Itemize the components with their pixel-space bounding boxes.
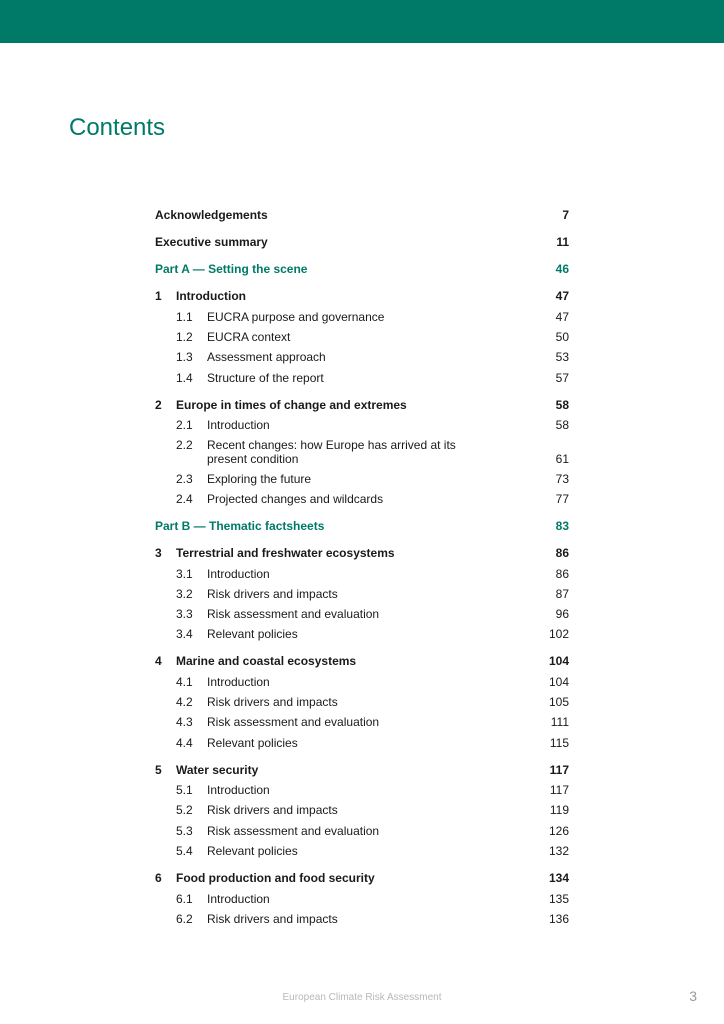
toc-entry[interactable]	[155, 567, 569, 581]
toc-entry-page: 96	[555, 607, 569, 621]
header-bar	[0, 0, 724, 43]
toc-entry-number: 1.2	[176, 330, 193, 344]
toc-entry-title: Recent changes: how Europe has arrived at its present condition	[207, 438, 456, 466]
toc-entry-page: 104	[548, 654, 569, 668]
toc-entry-number: 3.3	[176, 607, 193, 621]
toc-entry[interactable]	[155, 310, 569, 324]
toc-entry-page: 117	[549, 783, 569, 797]
toc-entry[interactable]	[155, 654, 569, 668]
toc-entry[interactable]	[155, 587, 569, 601]
toc-entry-page: 111	[550, 715, 569, 729]
toc-entry[interactable]	[155, 695, 569, 709]
toc-entry-title: Part B — Thematic factsheets	[155, 519, 325, 533]
toc-entry-page: 117	[549, 763, 569, 777]
toc-entry-number: 2.2	[176, 438, 193, 452]
toc-entry-number: 2.3	[176, 472, 193, 486]
toc-entry-number: 5.3	[176, 824, 193, 838]
toc-entry-page: 132	[548, 844, 569, 858]
toc-entry-number: 6.2	[176, 912, 193, 926]
toc-entry-number: 3.4	[176, 627, 193, 641]
toc-entry-label	[155, 398, 407, 412]
toc-entry-title: Relevant policies	[207, 736, 298, 750]
toc-entry-label	[155, 763, 258, 777]
toc-entry-number: 3.1	[176, 567, 193, 581]
toc-entry-page: 86	[555, 546, 569, 560]
toc-entry-number: 5	[155, 763, 162, 777]
toc-entry-title: Assessment approach	[207, 350, 326, 364]
toc-entry-label	[155, 310, 477, 324]
toc-entry-number: 3.2	[176, 587, 193, 601]
toc-entry-number: 4	[155, 654, 162, 668]
toc-entry-page: 53	[555, 350, 569, 364]
toc-entry-page: 86	[555, 567, 569, 581]
toc-entry-number: 2.4	[176, 492, 193, 506]
toc-entry-label	[155, 519, 324, 533]
toc-entry-label	[155, 472, 477, 486]
toc-entry-title: Risk drivers and impacts	[207, 587, 338, 601]
toc-entry-label	[155, 844, 477, 858]
toc-entry-number: 1.1	[176, 310, 193, 324]
toc-entry-number: 5.1	[176, 783, 193, 797]
toc-entry-page: 104	[548, 675, 569, 689]
toc-entry-page: 77	[555, 492, 569, 506]
toc-entry-label	[155, 371, 477, 385]
toc-entry[interactable]	[155, 844, 569, 858]
toc-entry-page: 58	[555, 418, 569, 432]
toc-entry[interactable]	[155, 208, 569, 222]
toc-entry-title: Water security	[176, 763, 259, 777]
toc-entry[interactable]	[155, 892, 569, 906]
toc-entry-title: Food production and food security	[176, 871, 375, 885]
toc-entry-title: Risk drivers and impacts	[207, 912, 338, 926]
toc-entry-label	[155, 715, 477, 729]
toc-entry-number: 6.1	[176, 892, 193, 906]
toc-entry[interactable]	[155, 371, 569, 385]
toc-entry-number: 4.4	[176, 736, 193, 750]
toc-entry[interactable]	[155, 627, 569, 641]
toc-entry[interactable]	[155, 824, 569, 838]
toc-entry[interactable]	[155, 763, 569, 777]
toc-entry-title: Projected changes and wildcards	[207, 492, 384, 506]
toc-entry-label	[155, 262, 307, 276]
toc-entry-page: 126	[548, 824, 569, 838]
toc-entry-label	[155, 607, 477, 621]
toc-entry[interactable]	[155, 675, 569, 689]
toc-entry-label	[155, 438, 477, 466]
toc-entry-number: 2	[155, 398, 162, 412]
page-title: Contents	[69, 114, 166, 141]
toc-entry[interactable]	[155, 472, 569, 486]
toc-entry-title: Introduction	[207, 418, 270, 432]
toc-entry-page: 57	[555, 371, 569, 385]
toc-entry-title: Executive summary	[155, 235, 268, 249]
toc-entry-number: 4.2	[176, 695, 193, 709]
toc-entry-number: 4.1	[176, 675, 193, 689]
toc-entry-label	[155, 492, 477, 506]
toc-entry-label	[155, 736, 477, 750]
toc-entry-title: Acknowledgements	[155, 208, 268, 222]
toc-entry[interactable]	[155, 607, 569, 621]
toc-entry-title: EUCRA purpose and governance	[207, 310, 385, 324]
toc-entry-title: Risk assessment and evaluation	[207, 824, 380, 838]
toc-entry-page: 134	[548, 871, 569, 885]
toc-entry-page: 47	[555, 289, 569, 303]
toc-entry-title: EUCRA context	[207, 330, 291, 344]
toc-entry-page: 102	[548, 627, 569, 641]
toc-entry-label	[155, 208, 268, 222]
toc-entry[interactable]	[155, 912, 569, 926]
toc-entry[interactable]	[155, 438, 569, 466]
toc-entry-label	[155, 567, 477, 581]
toc-entry-title: Structure of the report	[207, 371, 324, 385]
toc-entry-title: Introduction	[207, 783, 270, 797]
toc-entry-label	[155, 418, 477, 432]
toc-entry-label	[155, 892, 477, 906]
toc-entry-label	[155, 783, 477, 797]
toc-entry-number: 1	[155, 289, 162, 303]
toc-entry-number: 5.4	[176, 844, 193, 858]
toc-entry[interactable]	[155, 492, 569, 506]
toc-entry-number: 6	[155, 871, 162, 885]
toc-entry[interactable]	[155, 871, 569, 885]
toc-entry[interactable]	[155, 519, 569, 533]
toc-entry-label	[155, 330, 477, 344]
toc-entry-title: Risk drivers and impacts	[207, 695, 338, 709]
toc-entry-number: 1.3	[176, 350, 193, 364]
toc-entry[interactable]	[155, 736, 569, 750]
toc-entry-number: 5.2	[176, 803, 193, 817]
toc-entry[interactable]	[155, 330, 569, 344]
footer-title: European Climate Risk Assessment	[282, 992, 442, 1003]
toc-entry-page: 73	[555, 472, 569, 486]
toc-entry-label	[155, 235, 268, 249]
toc-entry-page: 136	[548, 912, 569, 926]
toc-entry-page: 119	[549, 803, 569, 817]
toc-entry[interactable]	[155, 235, 569, 249]
toc-entry-page: 115	[549, 736, 569, 750]
toc-entry[interactable]	[155, 715, 569, 729]
toc-entry-label	[155, 587, 477, 601]
toc-entry-title: Introduction	[207, 675, 270, 689]
toc-entry-label	[155, 289, 246, 303]
toc-entry[interactable]	[155, 803, 569, 817]
toc-entry-title: Introduction	[176, 289, 246, 303]
toc-entry[interactable]	[155, 783, 569, 797]
toc-entry-number: 4.3	[176, 715, 193, 729]
toc-entry-label	[155, 675, 477, 689]
toc-entry-title: Marine and coastal ecosystems	[176, 654, 357, 668]
toc-entry-title: Introduction	[207, 892, 270, 906]
toc-entry[interactable]	[155, 350, 569, 364]
toc-entry-title: Europe in times of change and extremes	[176, 398, 407, 412]
toc-entry-label	[155, 824, 477, 838]
toc-entry-page: 58	[555, 398, 569, 412]
toc-entry-page: 83	[555, 519, 569, 533]
toc-entry-title: Risk assessment and evaluation	[207, 607, 380, 621]
toc-entry[interactable]	[155, 546, 569, 560]
toc-entry-page: 11	[556, 235, 569, 249]
toc-entry-page: 47	[555, 310, 569, 324]
toc-entry-label	[155, 912, 477, 926]
toc-entry-label	[155, 546, 395, 560]
toc-entry-number: 1.4	[176, 371, 193, 385]
toc-entry-label	[155, 654, 356, 668]
toc-entry[interactable]	[155, 289, 569, 303]
toc-entry-title: Risk assessment and evaluation	[207, 715, 380, 729]
toc-entry-label	[155, 350, 477, 364]
toc-entry-page: 87	[555, 587, 569, 601]
toc-entry-label	[155, 695, 477, 709]
toc-entry-page: 135	[548, 892, 569, 906]
toc-entry-page: 61	[555, 452, 569, 466]
toc-entry[interactable]	[155, 398, 569, 412]
toc-entry-page: 105	[548, 695, 569, 709]
toc-entry-title: Relevant policies	[207, 627, 298, 641]
toc-entry-label	[155, 871, 375, 885]
toc-entry-number: 2.1	[176, 418, 193, 432]
toc-entry-page: 7	[562, 208, 569, 222]
toc-entry-title: Part A — Setting the scene	[155, 262, 308, 276]
toc-entry-title: Terrestrial and freshwater ecosystems	[176, 546, 395, 560]
toc-entry-title: Introduction	[207, 567, 270, 581]
toc-entry[interactable]	[155, 418, 569, 432]
toc-entry-label	[155, 627, 477, 641]
toc-entry-label	[155, 803, 477, 817]
toc-entry-number: 3	[155, 546, 162, 560]
toc-entry-title: Risk drivers and impacts	[207, 803, 338, 817]
toc-entry-page: 50	[555, 330, 569, 344]
page-number: 3	[689, 988, 697, 1004]
toc-entry[interactable]	[155, 262, 569, 276]
toc-entry-page: 46	[555, 262, 569, 276]
toc-entry-title: Relevant policies	[207, 844, 298, 858]
toc-entry-title: Exploring the future	[207, 472, 312, 486]
